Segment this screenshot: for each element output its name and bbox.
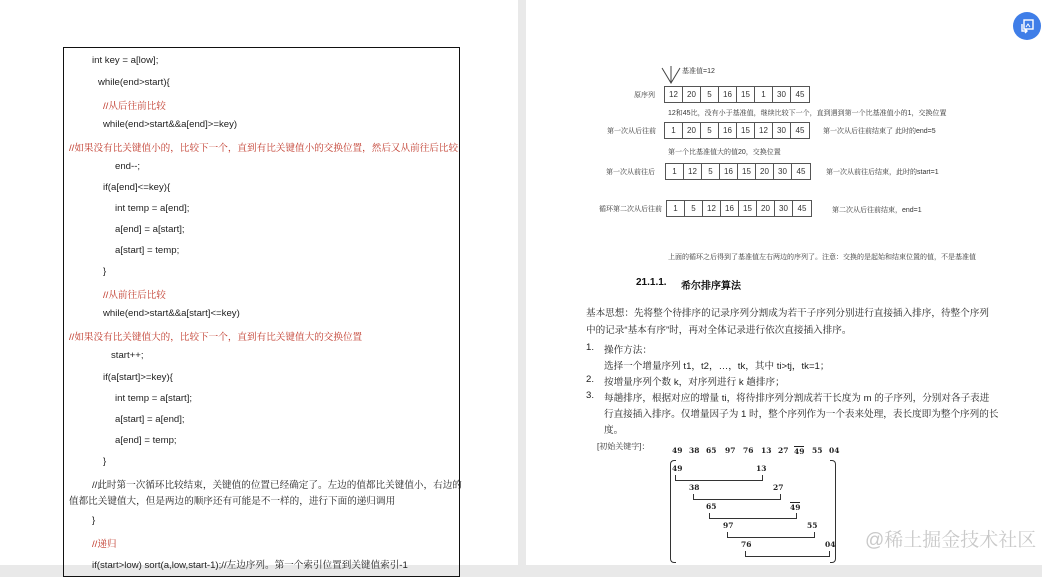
code-line: if(a[start]>=key){ [103,372,173,383]
list-number: 2. [586,374,595,385]
code-line: a[end] = a[start]; [115,224,185,235]
key: 38 [689,446,700,455]
cell: 1 [665,123,683,138]
code-line: end--; [115,161,141,172]
code-line: int temp = a[start]; [115,393,193,404]
list-number: 1. [586,342,595,353]
key: 13 [761,446,772,455]
code-line: while(end>start&&a[start]<=key) [103,308,240,319]
cell: 16 [719,123,737,138]
cell: 5 [702,164,720,179]
key: 76 [743,446,754,455]
left-page [0,0,518,571]
pair-key: 49 [790,503,801,512]
cell: 45 [797,204,807,213]
code-comment: //从前往后比较 [103,290,166,301]
row-label: 第一次从后往前 [607,128,656,135]
paragraph: 中的记录“基本有序”时，再对全体记录进行依次直接插入排序。 [586,325,852,336]
code-comment: //从后往前比较 [103,101,166,112]
list-text: 每趟排序，根据对应的增量 ti，将待排序列分割成若干长度为 m 的子序列，分别对各子表进 [604,393,990,404]
pair-key: 04 [825,540,836,549]
list-text: 选择一个增量序列 t1，t2，…，tk，其中 ti>tj，tk=1； [604,361,830,372]
row-label: 原序列 [634,92,655,99]
array-row [666,200,812,217]
cell: 20 [757,201,775,216]
cell: 30 [773,123,791,138]
section-title: 希尔排序算法 [681,281,741,292]
cell: 30 [774,164,792,179]
key: 55 [812,446,823,455]
row-label: 循环第二次从后往前 [599,206,662,213]
cell: 12 [755,123,773,138]
cell: 12 [703,201,721,216]
code-comment: //如果没有比关键值小的，比较下一个，直到有比关键值小的交换位置，然后又从前往后比较 [69,143,459,154]
arrow-icon [660,66,682,86]
code-line: } [103,266,107,277]
cell: 12 [684,164,702,179]
right-page [526,0,1042,565]
key: 27 [778,446,789,455]
pair-connector [693,494,781,500]
cell: 30 [775,201,793,216]
cell: 15 [737,123,755,138]
code-line: a[start] = temp; [115,245,180,256]
image-export-icon [1019,18,1035,34]
code-comment: //此时第一次循环比较结束，关键值的位置已经确定了。左边的值都比关键值小，右边的 [92,480,462,491]
pair-connector [745,551,830,557]
cell: 20 [756,164,774,179]
code-line: if(a[end]<=key){ [103,182,171,193]
code-line: while(end>start){ [98,77,170,88]
code-line: if(start>low) sort(a,low,start-1);//左边序列。第一个索引位置到关键值索引-1 [92,560,408,571]
diagram-footer: 上面的循环之后得到了基准值左右两边的序列了。注意：交换的是起始和结束位置的值，不是基准值 [668,254,976,261]
cell: 5 [701,123,719,138]
row-note: 第一次从后往前结束了 此时的end=5 [823,128,936,135]
key: 97 [725,446,736,455]
code-comment: //如果没有比关键值大的，比较下一个，直到有比关键值大的交换位置 [69,332,363,343]
pair-key: 55 [807,521,818,530]
code-line: a[end] = temp; [115,435,177,446]
cell: 5 [701,87,719,102]
code-line: start++; [111,350,144,361]
code-line: while(end>start&&a[end]>=key) [103,119,238,130]
list-text: 按增量序列个数 k，对序列进行 k 趟排序； [604,377,785,388]
list-text: 行直接插入排序。仅增量因子为 1 时，整个序列作为一个表来处理，表长度即为整个序列的长 [604,409,999,420]
pair-key: 97 [723,521,734,530]
caption: 第一个比基准值大的值20，交换位置 [668,149,781,156]
cell: 1 [755,87,773,102]
cell: 1 [666,164,684,179]
code-line: a[start] = a[end]; [115,414,185,425]
cell: 30 [773,87,791,102]
code-line: int temp = a[end]; [115,203,190,214]
array-row [664,122,810,139]
pair-key: 38 [689,483,700,492]
row-label: 第一次从前往后 [606,169,655,176]
cell: 20 [683,123,701,138]
array-row [664,86,810,103]
array-row [665,163,811,180]
paragraph: 基本思想：先将整个待排序的记录序列分割成为若干子序列分别进行直接插入排序，待整个序列 [586,308,989,319]
pair-key: 27 [773,483,784,492]
cell: 16 [721,201,739,216]
pivot-label: 基准值=12 [682,68,715,75]
cell: 5 [685,201,703,216]
list-text: 度。 [604,425,624,436]
list-number: 3. [586,390,595,401]
cell: 15 [738,164,756,179]
pair-key: 65 [706,502,717,511]
key: 04 [829,446,840,455]
key: 49 [672,446,683,455]
cell: 45 [795,90,805,99]
row-note: 第二次从后往前结束，end=1 [832,207,922,214]
cell: 16 [719,87,737,102]
cell: 15 [739,201,757,216]
cell: 15 [737,87,755,102]
cell: 16 [720,164,738,179]
code-comment: //递归 [92,539,117,550]
key: 49 [794,447,805,456]
pair-connector [675,475,763,481]
code-line: } [92,515,96,526]
row-note: 第一次从前往后结束，此时的start=1 [826,169,939,176]
code-line: } [103,456,107,467]
pair-key: 49 [672,464,683,473]
pair-key: 13 [756,464,767,473]
pair-key: 76 [741,540,752,549]
code-line: int key = a[low]; [92,55,159,66]
caption: 12和45比，没有小于基准值，继续比较下一个，直到遇到第一个比基准值小的1，交换位置 [668,110,947,117]
cell: 45 [795,126,805,135]
pair-connector [709,513,797,519]
code-comment: 值都比关键值大，但是两边的顺序还有可能是不一样的，进行下面的递归调用 [69,496,396,507]
figure-label: [初始关键字]： [597,442,650,451]
cell: 12 [665,87,683,102]
cell: 1 [667,201,685,216]
cell: 20 [683,87,701,102]
section-number: 21.1.1. [636,277,667,288]
image-action-button[interactable] [1013,12,1041,40]
list-text: 操作方法： [604,345,652,356]
pair-connector [727,532,815,538]
watermark: @稀土掘金技术社区 [865,530,1037,551]
key: 65 [706,446,717,455]
cell: 45 [796,167,806,176]
